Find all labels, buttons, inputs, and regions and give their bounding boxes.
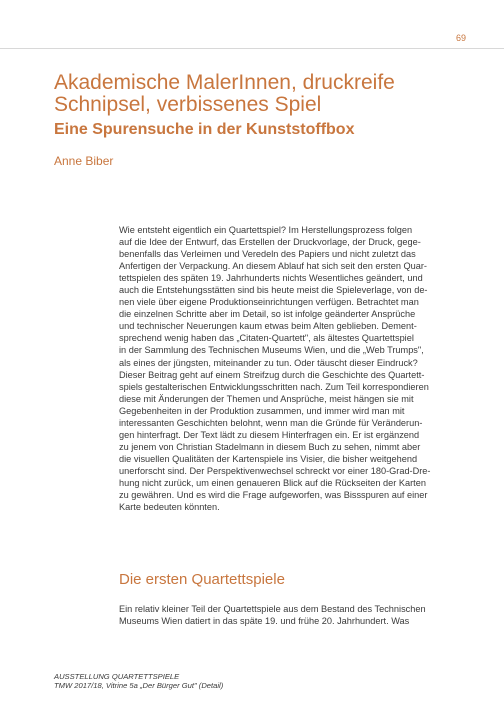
article-title [54, 72, 474, 116]
text-line: in der Sammlung des Technischen Museums Wien, und die „Web Trumps", [119, 345, 424, 356]
text-line: die einzelnen Schritte aber im Detail, so ist infolge geänderter Ansprüche [119, 309, 416, 320]
title-line: Schnipsel, verbissenes Spiel [54, 93, 322, 116]
text-line: hung nicht zurück, um einen genaueren Blick auf die Rückseiten der Karten [119, 477, 426, 488]
section-paragraph [119, 603, 444, 627]
text-line: sprechend wenig haben das „Citaten-Quartett", als ältestes Quartettspiel [119, 333, 414, 344]
text-line: Wie entsteht eigentlich ein Quartettspiel? Im Herstellungsprozess folgen [119, 225, 413, 235]
text-line: Dieser Beitrag geht auf einem Streifzug durch die Geschichte des Quartett- [119, 369, 425, 380]
text-line: Gegebenheiten in der Produktion zusammen, und immer wird man mit [119, 405, 405, 416]
image-caption [54, 672, 223, 691]
caption-detail: TMW 2017/18, Vitrine 5a „Der Bürger Gut" (Detail) [54, 681, 224, 691]
text-line: gen hinterfragt. Der Text lädt zu diesem Hinterfragen ein. Er ist ergänzend [119, 429, 420, 440]
text-line: unerforscht sind. Der Perspektivenwechsel schreckt vor einer 180-Grad-Dre- [119, 465, 431, 476]
text-line: Museums Wien datiert in das späte 19. und frühe 20. Jahrhundert. Was [119, 616, 410, 627]
intro-paragraph [119, 224, 444, 513]
caption-title: AUSSTELLUNG QUARTETTSPIELE [54, 672, 180, 681]
text-line: auch die Entstehungsstätten sind bis heute meist die Spieleverlage, von de- [119, 285, 428, 296]
text-line: als eines der jüngsten, miteinander zu tun. Oder täuscht dieser Eindruck? [119, 357, 418, 368]
text-line: tettspielen des späten 19. Jahrhunderts nichts Wesentliches geändert, und [119, 273, 423, 284]
text-line: benenfalls das Verleimen und Veredeln des Papiers und nicht zuletzt das [119, 249, 416, 260]
text-line: Ein relativ kleiner Teil der Quartettspiele aus dem Bestand des Technischen [119, 604, 426, 614]
header-rule [0, 48, 504, 49]
author-name: Anne Biber [54, 154, 114, 168]
text-line: die visuellen Qualitäten der Kartenspiele ins Visier, die bisher weitgehend [119, 453, 418, 464]
text-line: Karte bedeuten könnten. [119, 502, 220, 513]
text-line: nen viele über eigene Produktionseinrichtungen verfügen. Betrachtet man [119, 297, 419, 308]
text-line: auf die Idee der Entwurf, das Erstellen der Druckvorlage, der Druck, gege- [119, 237, 421, 248]
text-line: zu gewähren. Und es wird die Frage aufgeworfen, was Bissspuren auf einer [119, 490, 428, 501]
page-number: 69 [455, 33, 466, 43]
section-heading: Die ersten Quartettspiele [119, 571, 285, 588]
text-line: interessanten Geschichten belohnt, wenn man die Gründe für Veränderun- [119, 417, 423, 428]
text-line: zu jenem von Christian Stadelmann in diesem Buch zu sehen, nimmt aber [119, 441, 421, 452]
text-line: Anfertigen der Verpackung. An diesem Ablauf hat sich seit den ersten Quar- [119, 261, 427, 272]
title-line: Akademische MalerInnen, druckreife [54, 71, 395, 94]
text-line: und technischer Neuerungen kaum etwas beim Alten geblieben. Dement- [119, 321, 417, 332]
article-subtitle: Eine Spurensuche in der Kunststoffbox [54, 121, 355, 138]
text-line: spiels gestalterischen Entwicklungsschritten nach. Zum Teil korrespondieren [119, 381, 429, 392]
text-line: diese mit Änderungen der Themen und Ansprüche, meist hängen sie mit [119, 393, 414, 404]
